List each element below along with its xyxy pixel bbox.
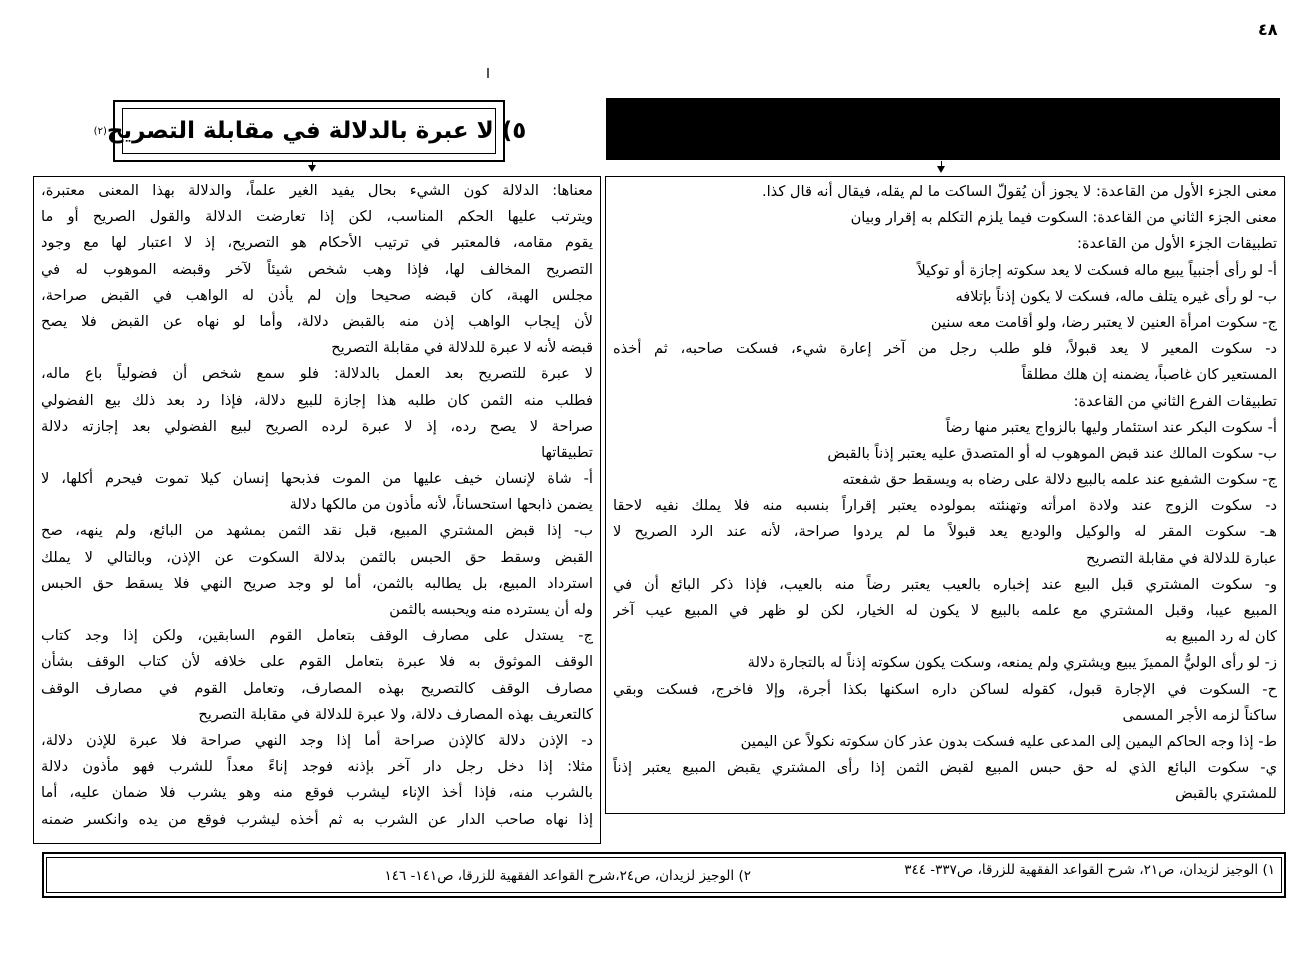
text-line: أ- شاة لإنسان خيف عليها من الموت فذبحها إنسان كيلا تموت فيحرم أكلها، لا xyxy=(41,470,593,488)
text-line: يضمن ذابحها استحساناً، لأنه مأذون من مالكها دلالة xyxy=(289,496,593,514)
text-line: إذا نهاه صاحب الدار عن الشرب به ثم أخذه ليشرب فوقع من يده وانكسر ضمنه xyxy=(41,810,593,828)
left-text-column xyxy=(33,176,601,844)
text-line: د- الإذن دلالة كالإذن صراحة أما إذا وجد النهي صراحة فلا عبرة للإذن دلالة، xyxy=(41,731,593,749)
text-line: ز- لو رأى الوليُّ المميزَ يبيع ويشتري ولم يمنعه، وسكت يكون سكوته إذناً له بالتجارة دلالة xyxy=(747,654,1277,672)
text-line: ج- سكوت الشفيع عند علمه بالبيع دلالة على رضاه به ويسقط حق شفعته xyxy=(842,471,1277,489)
section-title-inner xyxy=(93,108,527,154)
text-line: يقوم مقامه، فالمعتبر في ترتيب الأحكام هو التصريح، إذ لا اعتبار لها مع وجود xyxy=(41,234,593,252)
text-line: لا عبرة للتصريح بعد العمل بالدلالة: فلو سمع شخص أن فضولياً باع ماله، xyxy=(41,365,593,383)
text-line: بالشرب منه، فإذا أخذ الإناء ليشرب فوقع منه وهو يشرب فلا ضمان عليه، أما xyxy=(41,784,593,802)
footnotes-box xyxy=(46,857,1282,893)
text-line: تطبيقات الفرع الثاني من القاعدة: xyxy=(1073,392,1277,410)
text-line: تطبيقاتها xyxy=(541,443,593,461)
text-line: مجلس الهبة، كان قبضه صحيحا وإن لم يأذن له الواهب في القبض صراحة، xyxy=(41,286,593,304)
text-line: كان له رد المبيع به xyxy=(1165,628,1277,646)
footnote-2: ٢) الوجيز لزيدان، ص٢٤،شرح القواعد الفقهية للزرقا، ص١٤١- ١٤٦ xyxy=(384,868,751,884)
text-line: التصريح المخالف لها، فإذا وهب شخص شيئاً لآخر وقبضه الموهوب له في xyxy=(41,260,593,278)
text-line: ب- لو رأى غيره يتلف ماله، فسكت لا يكون إذناً بإتلافه xyxy=(955,287,1277,305)
text-line: ب- سكوت المالك عند قبض الموهوب له أو المتصدق عليه يعتبر إذناً بالقبض xyxy=(827,444,1277,462)
text-line: هـ- سكوت المقر له والوكيل والوديع يعد قبولاً ما لم يردوا صراحة، لأنه عند الرد الصريح لا xyxy=(613,523,1277,541)
section-title-box xyxy=(93,100,527,162)
section-title: ٥) لا عبرة بالدلالة في مقابلة التصريح xyxy=(106,118,527,144)
text-line: مصارف الوقف كالتصريح بهذه المصارف، وتعامل القوم في مصارف الوقف xyxy=(41,679,593,697)
text-line: ط- إذا وجه الحاكم اليمين إلى المدعى عليه فسكت بدون عذر كان سكوته نكولاً عن اليمين xyxy=(740,732,1277,750)
text-line: معنى الجزء الثاني من القاعدة: السكوت فيما يلزم التكلم به إقرار وبيان xyxy=(850,209,1277,227)
text-line: مثلا: إذا دخل رجل دار آخر بإذنه فوجد إناءً معداً للشرب فهو مأذون دلالة xyxy=(41,758,593,776)
text-line: د- سكوت الزوج عند ولادة امرأته وتهنئته بمولوده يعتبر إقراراً بنسبه منه فلا يملك نفيه لاحقا xyxy=(613,497,1277,515)
footnote-1: ١) الوجيز لزيدان، ص٢١، شرح القواعد الفقهية للزرقا، ص٣٣٧- ٣٤٤ xyxy=(904,862,1275,878)
text-line: للمشتري بالقبض xyxy=(1175,785,1277,803)
text-line: ويترتب عليها الحكم المناسب، لكن إذا تعارضت الدلالة والقول الصريح أو ما xyxy=(41,208,593,226)
section-title-note: (٢) xyxy=(93,125,107,137)
text-line: المستعير كان غاصباً، يضمنه إن هلك مطلقاً xyxy=(1021,366,1277,384)
text-line: ي- سكوت البائع الذي له حق حبس المبيع لقبض الثمن إذا رأى المشتري يقبض المبيع يعتبر إذناً xyxy=(613,759,1277,777)
text-line: أ- لو رأى أجنبياً يبيع ماله فسكت لا يعد سكوته إجازة أو توكيلاً xyxy=(917,261,1277,279)
text-line: ح- السكوت في الإجارة قبول، كقوله لساكن داره اسكنها بكذا أجرة، وإلا فاخرج، فسكت وبقي xyxy=(613,680,1277,698)
text-line: ساكناً لزمه الأجر المسمى xyxy=(1122,706,1277,724)
scan-mark xyxy=(487,68,489,78)
text-line: الوقف الموثوق به فلا عبرة بتعامل القوم على خلافه لأن كتاب الوقف بشأن xyxy=(41,653,593,671)
text-line: استرداد المبيع، بل يطالبه بالثمن، أما لو وجد صريح النهي فلا يسقط حق الحبس xyxy=(41,574,593,592)
text-line: أ- سكوت البكر عند استئمار وليها بالزواج يعتبر منها رضاً xyxy=(945,418,1277,436)
right-down-arrow-icon xyxy=(941,161,942,167)
text-line: عبارة للدلالة في مقابلة التصريح xyxy=(1086,549,1277,567)
right-text-column xyxy=(605,176,1285,814)
text-line: ج- سكوت امرأة العنين لا يعتبر رضا، ولو أقامت معه سنين xyxy=(930,313,1277,331)
text-line: معنى الجزء الأول من القاعدة: لا يجوز أن يُقولّ الساكت ما لم يقله، فيقال أنه قال كذا. xyxy=(761,183,1277,200)
text-line: كالتعريف بهذه المصارف دلالة، ولا عبرة للدلالة في مقابلة التصريح xyxy=(198,705,593,723)
text-line: لأن إيجاب الواهب إذن منه بالقبض دلالة، وأما لو نهاه عن القبض فلا يصح xyxy=(41,312,593,330)
text-line: فطلب منه الثمن كان طلبه هذا إجازة للبيع دلالة، فإذا رد بعد ذلك بيع الفضولي xyxy=(41,391,593,409)
text-line: ب- إذا قبض المشتري المبيع، قبل نقد الثمن بمشهد من البائع، ولم ينهه، صح xyxy=(41,522,593,540)
text-line: و- سكوت المشتري قبل البيع عند إخباره بالعيب يعتبر رضاً منه بالعيب، فإذا ذكر البائع أن في xyxy=(613,575,1277,593)
left-down-arrow-icon xyxy=(312,162,313,166)
page-number: ٤٨ xyxy=(1258,20,1278,39)
text-line: القبض وسقط حق الحبس بالثمن بدلالة السكوت عن الإذن، وبالتالي لا يملك xyxy=(41,548,593,566)
text-line: قبضه لأنه لا عبرة للدلالة في مقابلة التصريح xyxy=(331,339,593,357)
text-line: ج- يستدل على مصارف الوقف بتعامل القوم السابقين، ولكن إذا وجد كتاب xyxy=(41,627,593,645)
text-line: تطبيقات الجزء الأول من القاعدة: xyxy=(1076,235,1277,253)
text-line: صراحة لا يصح رده، إذ لا عبرة لرده الصريح لبيع الفضولي بعد إجازته دلالة xyxy=(41,417,593,435)
redacted-title-box xyxy=(606,98,1280,160)
text-line: المبيع عيبا، وقبل المشتري مع علمه بالبيع لا يكون له الخيار، لكن لو ظهر في المبيع عيب آخر xyxy=(613,602,1277,619)
text-line: معناها: الدلالة كون الشيء بحال يفيد الغير علماً، والدلالة بهذا المعنى معتبرة، xyxy=(41,182,593,199)
text-line: د- سكوت المعير لا يعد قبولاً، فلو طلب رجل من آخر إعارة شيء، فسكت صاحبه، ثم أخذه xyxy=(613,340,1277,358)
text-line: وله أن يسترده منه ويحبسه بالثمن xyxy=(389,601,593,618)
